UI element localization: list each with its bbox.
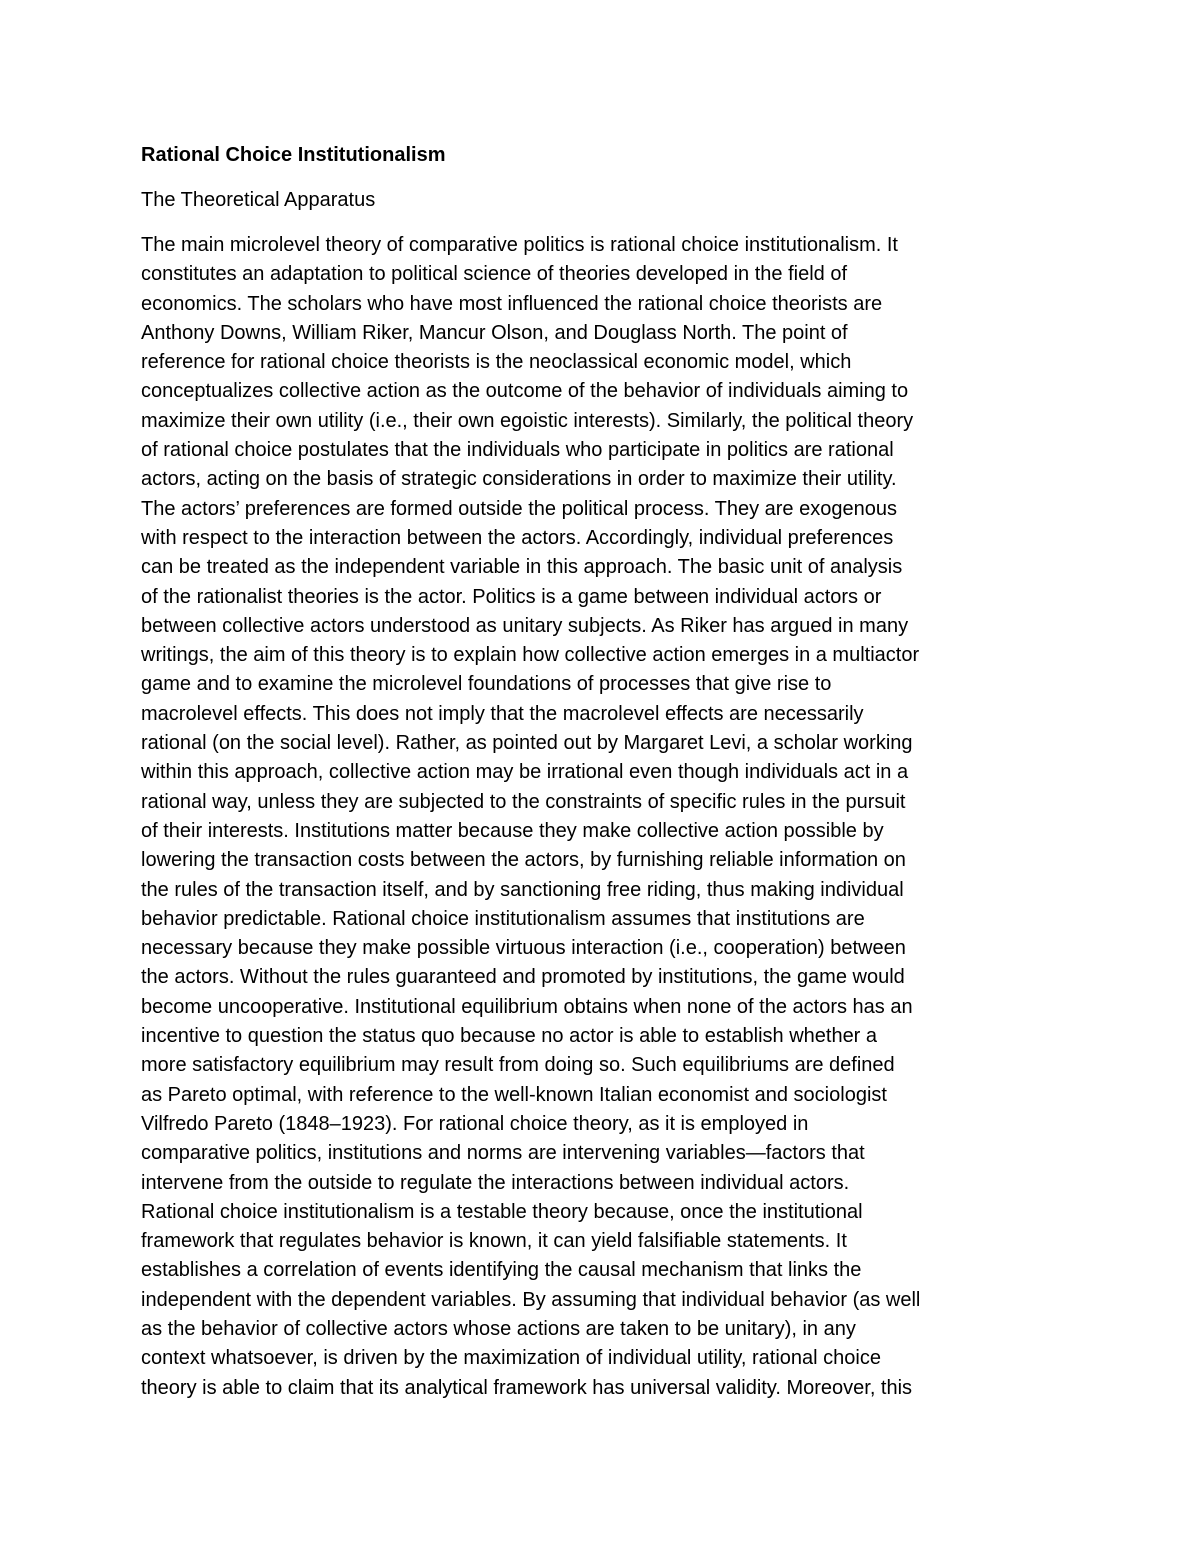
document-page — [141, 141, 1066, 1403]
paragraph-line: incentive to question the status quo because no actor is able to establish whether a — [141, 1025, 878, 1048]
paragraph-line: establishes a correlation of events identifying the causal mechanism that links the — [141, 1259, 862, 1282]
paragraph-line: actors, acting on the basis of strategic considerations in order to maximize their utility. — [141, 468, 897, 491]
paragraph-line: as Pareto optimal, with reference to the well-known Italian economist and sociologist — [141, 1083, 887, 1106]
paragraph-line: game and to examine the microlevel foundations of processes that give rise to — [141, 673, 832, 696]
paragraph-line: more satisfactory equilibrium may result from doing so. Such equilibriums are defined — [141, 1054, 895, 1077]
paragraph-line: writings, the aim of this theory is to explain how collective action emerges in a multiactor — [141, 644, 920, 667]
paragraph-line: can be treated as the independent variable in this approach. The basic unit of analysis — [141, 556, 903, 579]
paragraph-line: rational (on the social level). Rather, as pointed out by Margaret Levi, a scholar working — [141, 732, 913, 755]
paragraph-line: of their interests. Institutions matter because they make collective action possible by — [141, 819, 884, 842]
paragraph-line: rational way, unless they are subjected to the constraints of specific rules in the pursuit — [141, 790, 906, 813]
paragraph-line: The main microlevel theory of comparative politics is rational choice institutionalism. It — [141, 234, 898, 256]
paragraph-line: constitutes an adaptation to political science of theories developed in the field of — [141, 263, 848, 286]
paragraph-line: conceptualizes collective action as the outcome of the behavior of individuals aiming to — [141, 380, 909, 403]
paragraph-line: Vilfredo Pareto (1848–1923). For rational choice theory, as it is employed in — [141, 1112, 809, 1135]
paragraph-line: behavior predictable. Rational choice institutionalism assumes that institutions are — [141, 907, 865, 930]
section-heading: The Theoretical Apparatus — [141, 189, 376, 211]
paragraph-line: within this approach, collective action may be irrational even though individuals act in a — [141, 761, 909, 784]
paragraph-line: with respect to the interaction between the actors. Accordingly, individual preferences — [141, 526, 894, 549]
paragraph-line: economics. The scholars who have most influenced the rational choice theorists are — [141, 292, 883, 315]
paragraph-line: maximize their own utility (i.e., their own egoistic interests). Similarly, the political theory — [141, 409, 914, 432]
paragraph-line: necessary because they make possible virtuous interaction (i.e., cooperation) between — [141, 937, 906, 960]
paragraph-line: between collective actors understood as unitary subjects. As Riker has argued in many — [141, 614, 909, 637]
paragraph-line: context whatsoever, is driven by the maximization of individual utility, rational choice — [141, 1347, 881, 1370]
paragraph-line: intervene from the outside to regulate the interactions between individual actors. — [141, 1171, 850, 1194]
paragraph-line: the actors. Without the rules guaranteed and promoted by institutions, the game would — [141, 966, 905, 989]
paragraph-line: become uncooperative. Institutional equilibrium obtains when none of the actors has an — [141, 995, 913, 1018]
paragraph-line: of rational choice postulates that the individuals who participate in politics are rational — [141, 439, 894, 462]
paragraph-line: as the behavior of collective actors whose actions are taken to be unitary), in any — [141, 1317, 856, 1340]
paragraph-line: comparative politics, institutions and norms are intervening variables—factors that — [141, 1142, 865, 1165]
paragraph-line: the rules of the transaction itself, and by sanctioning free riding, thus making individual — [141, 878, 904, 901]
document-title: Rational Choice Institutionalism — [141, 144, 446, 166]
paragraph-line: Rational choice institutionalism is a testable theory because, once the institutional — [141, 1200, 863, 1223]
paragraph-line: lowering the transaction costs between the actors, by furnishing reliable information on — [141, 849, 906, 872]
paragraph-line: Anthony Downs, William Riker, Mancur Olson, and Douglass North. The point of — [141, 321, 848, 344]
paragraph-line: theory is able to claim that its analytical framework has universal validity. Moreover, this — [141, 1376, 913, 1399]
paragraph-line: independent with the dependent variables. By assuming that individual behavior (as well — [141, 1288, 921, 1311]
paragraph-line: of the rationalist theories is the actor. Politics is a game between individual actors or — [141, 585, 882, 608]
paragraph-line: macrolevel effects. This does not imply that the macrolevel effects are necessarily — [141, 702, 864, 725]
paragraph-line: framework that regulates behavior is known, it can yield falsifiable statements. It — [141, 1230, 847, 1253]
paragraph-line: reference for rational choice theorists is the neoclassical economic model, which — [141, 351, 852, 374]
paragraph-line: The actors’ preferences are formed outside the political process. They are exogenous — [141, 497, 897, 520]
body-paragraph — [141, 231, 1066, 1403]
